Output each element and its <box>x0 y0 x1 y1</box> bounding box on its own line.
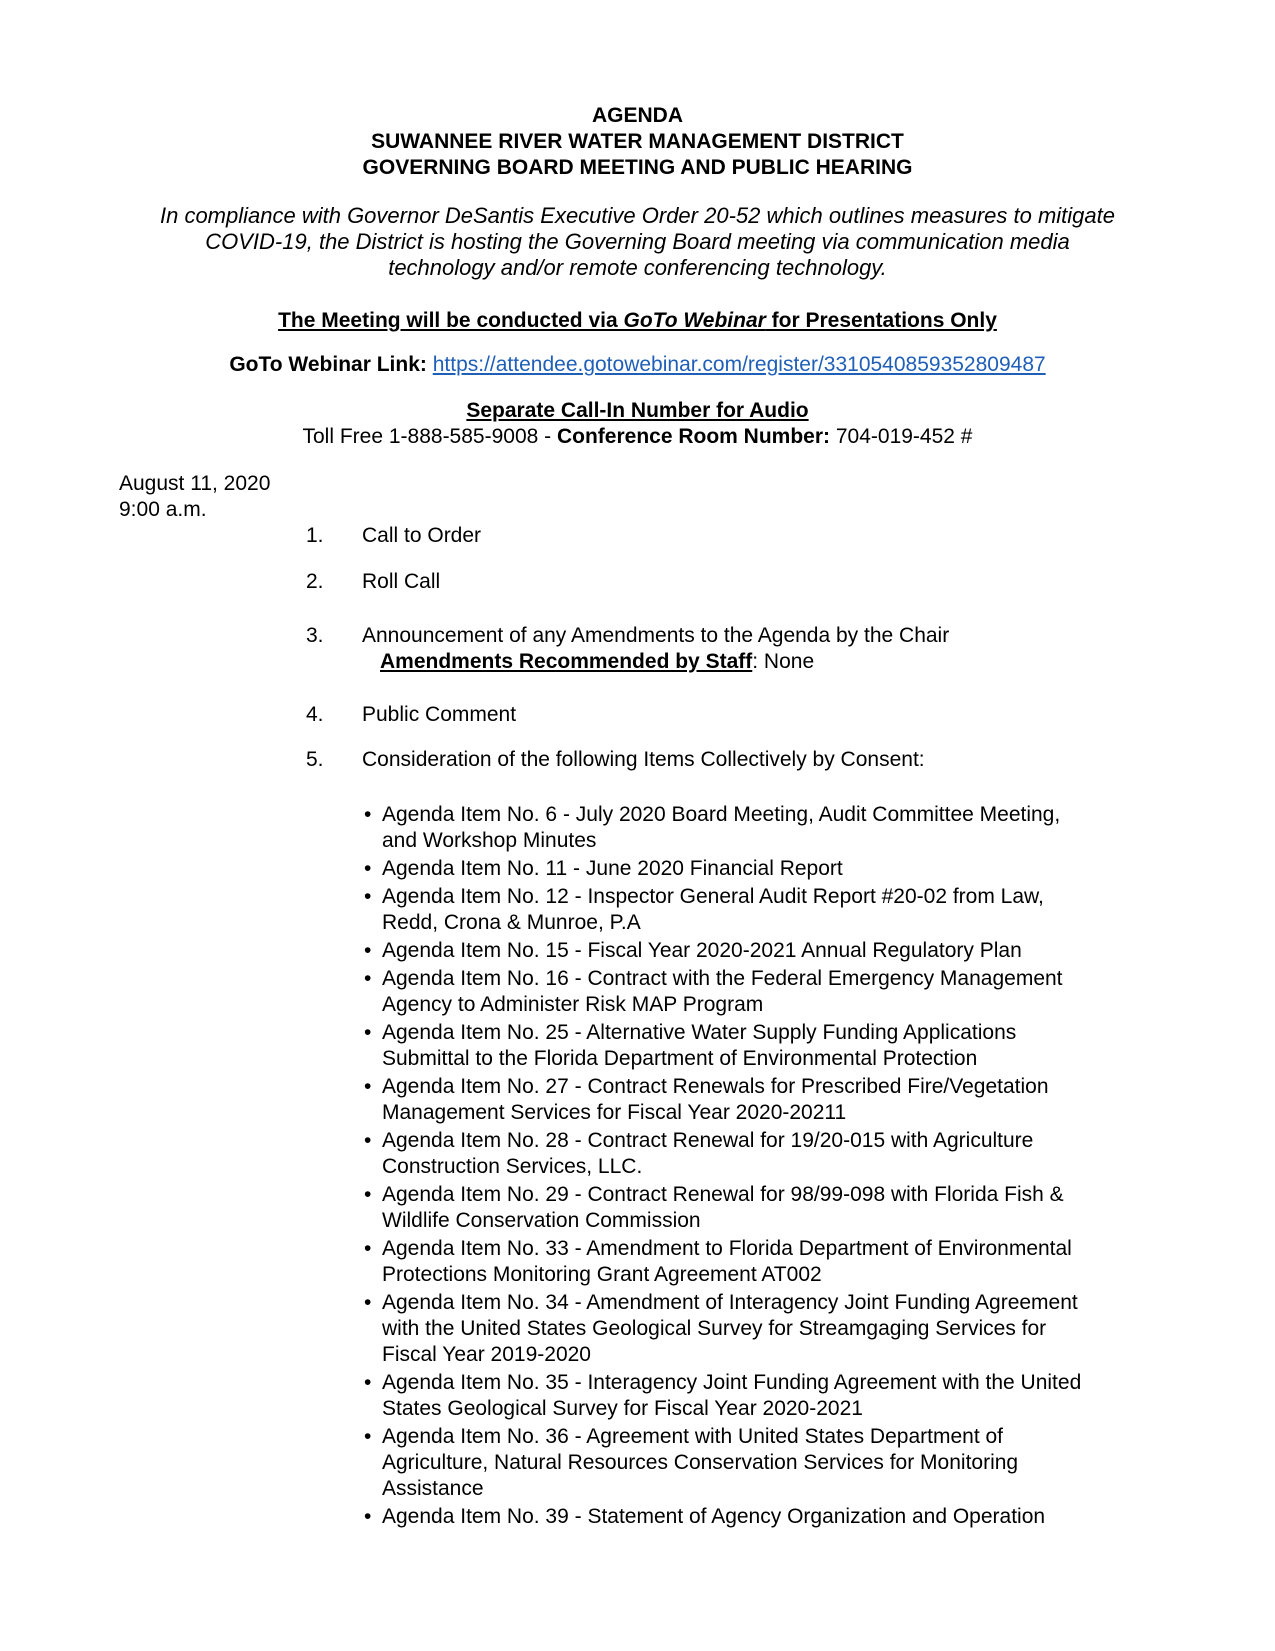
amendments-value: : None <box>752 650 815 673</box>
compliance-line-3: technology and/or remote conferencing technology. <box>388 255 887 280</box>
webinar-link-line <box>0 352 1275 378</box>
meeting-time: 9:00 a.m. <box>119 498 207 521</box>
conference-room-label: Conference Room Number: <box>556 425 831 448</box>
compliance-notice <box>120 203 1155 281</box>
compliance-line-1: In compliance with Governor DeSantis Executive Order 20-52 which outlines measures to mitigate <box>159 203 1115 228</box>
consent-item-line: Construction Services, LLC. <box>382 1155 643 1178</box>
list-item <box>362 1020 1162 1072</box>
consent-item-line: and Workshop Minutes <box>382 829 597 852</box>
consent-item-line: Agenda Item No. 16 - Contract with the Federal Emergency Management <box>382 967 1063 990</box>
title-meeting: GOVERNING BOARD MEETING AND PUBLIC HEARING <box>362 156 913 179</box>
consent-item-line: Protections Monitoring Grant Agreement AT002 <box>382 1263 822 1286</box>
bullet-icon: • <box>364 1237 372 1260</box>
bullet-icon: • <box>364 1505 372 1528</box>
agenda-item-number: 5. <box>306 748 324 771</box>
bullet-icon: • <box>364 1425 372 1448</box>
consent-item-line: Agenda Item No. 39 - Statement of Agency Organization and Operation <box>382 1505 1046 1528</box>
consent-item-line: Agriculture, Natural Resources Conservation Services for Monitoring <box>382 1451 1019 1474</box>
consent-item-line: Submittal to the Florida Department of Environmental Protection <box>382 1047 978 1070</box>
list-item <box>362 802 1162 854</box>
list-item <box>362 884 1162 936</box>
agenda-item-text: Announcement of any Amendments to the Agenda by the Chair <box>362 624 950 647</box>
consent-item-line: Agenda Item No. 11 - June 2020 Financial Report <box>382 857 843 880</box>
title-district: SUWANNEE RIVER WATER MANAGEMENT DISTRICT <box>371 130 904 153</box>
list-item <box>362 1504 1162 1530</box>
list-item <box>362 1290 1162 1368</box>
title-agenda: AGENDA <box>591 104 683 127</box>
consent-item-line: Agenda Item No. 29 - Contract Renewal for 98/99-098 with Florida Fish & <box>382 1183 1064 1206</box>
bullet-icon: • <box>364 857 372 880</box>
document-title <box>0 103 1275 181</box>
agenda-item-number: 2. <box>306 570 324 593</box>
consent-item-line: Redd, Crona & Munroe, P.A <box>382 911 641 934</box>
conducted-emphasis: GoTo Webinar <box>623 309 766 332</box>
consent-item-line: Wildlife Conservation Commission <box>382 1209 701 1232</box>
call-in-heading: Separate Call-In Number for Audio <box>466 399 809 422</box>
bullet-icon: • <box>364 1183 372 1206</box>
list-item <box>362 1424 1162 1502</box>
toll-free-number: Toll Free 1-888-585-9008 - <box>302 425 552 448</box>
agenda-item-text: Call to Order <box>362 524 482 547</box>
consent-item-line: Agenda Item No. 12 - Inspector General Audit Report #20-02 from Law, <box>382 885 1044 908</box>
list-item <box>362 856 1162 882</box>
agenda-item-text: Consideration of the following Items Collectively by Consent: <box>362 748 925 771</box>
consent-item-line: Agenda Item No. 34 - Amendment of Interagency Joint Funding Agreement <box>382 1291 1078 1314</box>
consent-item-line: Agenda Item No. 6 - July 2020 Board Meeting, Audit Committee Meeting, <box>382 803 1061 826</box>
conducted-after: for Presentations Only <box>765 309 997 332</box>
consent-item-line: Fiscal Year 2019-2020 <box>382 1343 591 1366</box>
list-item <box>362 1182 1162 1234</box>
consent-item-line: Agency to Administer Risk MAP Program <box>382 993 764 1016</box>
list-item <box>362 1128 1162 1180</box>
consent-item-line: Agenda Item No. 28 - Contract Renewal for 19/20-015 with Agriculture <box>382 1129 1034 1152</box>
consent-item-line: Agenda Item No. 36 - Agreement with United States Department of <box>382 1425 1003 1448</box>
consent-item-line: Agenda Item No. 15 - Fiscal Year 2020-2021 Annual Regulatory Plan <box>382 939 1022 962</box>
webinar-link[interactable]: https://attendee.gotowebinar.com/register/3310540859352809487 <box>432 353 1046 376</box>
compliance-line-2: COVID-19, the District is hosting the Governing Board meeting via communication media <box>205 229 1070 254</box>
bullet-icon: • <box>364 967 372 990</box>
agenda-item-number: 1. <box>306 524 324 547</box>
list-item <box>362 1370 1162 1422</box>
meeting-date: August 11, 2020 <box>119 472 271 495</box>
agenda-item-number: 3. <box>306 624 324 647</box>
call-in-details <box>0 424 1275 450</box>
bullet-icon: • <box>364 1075 372 1098</box>
consent-item-line: Management Services for Fiscal Year 2020-20211 <box>382 1101 847 1124</box>
consent-item-line: Agenda Item No. 35 - Interagency Joint Funding Agreement with the United <box>382 1371 1082 1394</box>
conference-room-number: 704-019-452 # <box>835 425 973 448</box>
bullet-icon: • <box>364 939 372 962</box>
list-item <box>362 938 1162 964</box>
agenda-item-text: Roll Call <box>362 570 441 593</box>
amendments-label: Amendments Recommended by Staff <box>380 650 753 673</box>
bullet-icon: • <box>364 1371 372 1394</box>
list-item <box>362 1074 1162 1126</box>
consent-items-list <box>362 802 1162 1532</box>
agenda-item-text: Public Comment <box>362 703 517 726</box>
consent-item-line: Assistance <box>382 1477 484 1500</box>
agenda-item-number: 4. <box>306 703 324 726</box>
bullet-icon: • <box>364 885 372 908</box>
consent-item-line: with the United States Geological Survey for Streamgaging Services for <box>382 1317 1047 1340</box>
webinar-link-label: GoTo Webinar Link: <box>229 353 427 376</box>
consent-item-line: Agenda Item No. 33 - Amendment to Florida Department of Environmental <box>382 1237 1072 1260</box>
consent-item-line: Agenda Item No. 25 - Alternative Water Supply Funding Applications <box>382 1021 1017 1044</box>
bullet-icon: • <box>364 1291 372 1314</box>
conducted-before: The Meeting will be conducted via <box>278 309 624 332</box>
conducted-via-heading <box>0 308 1275 334</box>
consent-item-line: Agenda Item No. 27 - Contract Renewals for Prescribed Fire/Vegetation <box>382 1075 1049 1098</box>
amendments-line <box>380 649 814 675</box>
meeting-datetime <box>119 471 270 523</box>
bullet-icon: • <box>364 1129 372 1152</box>
consent-item-line: States Geological Survey for Fiscal Year 2020-2021 <box>382 1397 863 1420</box>
bullet-icon: • <box>364 803 372 826</box>
bullet-icon: • <box>364 1021 372 1044</box>
list-item <box>362 966 1162 1018</box>
list-item <box>362 1236 1162 1288</box>
